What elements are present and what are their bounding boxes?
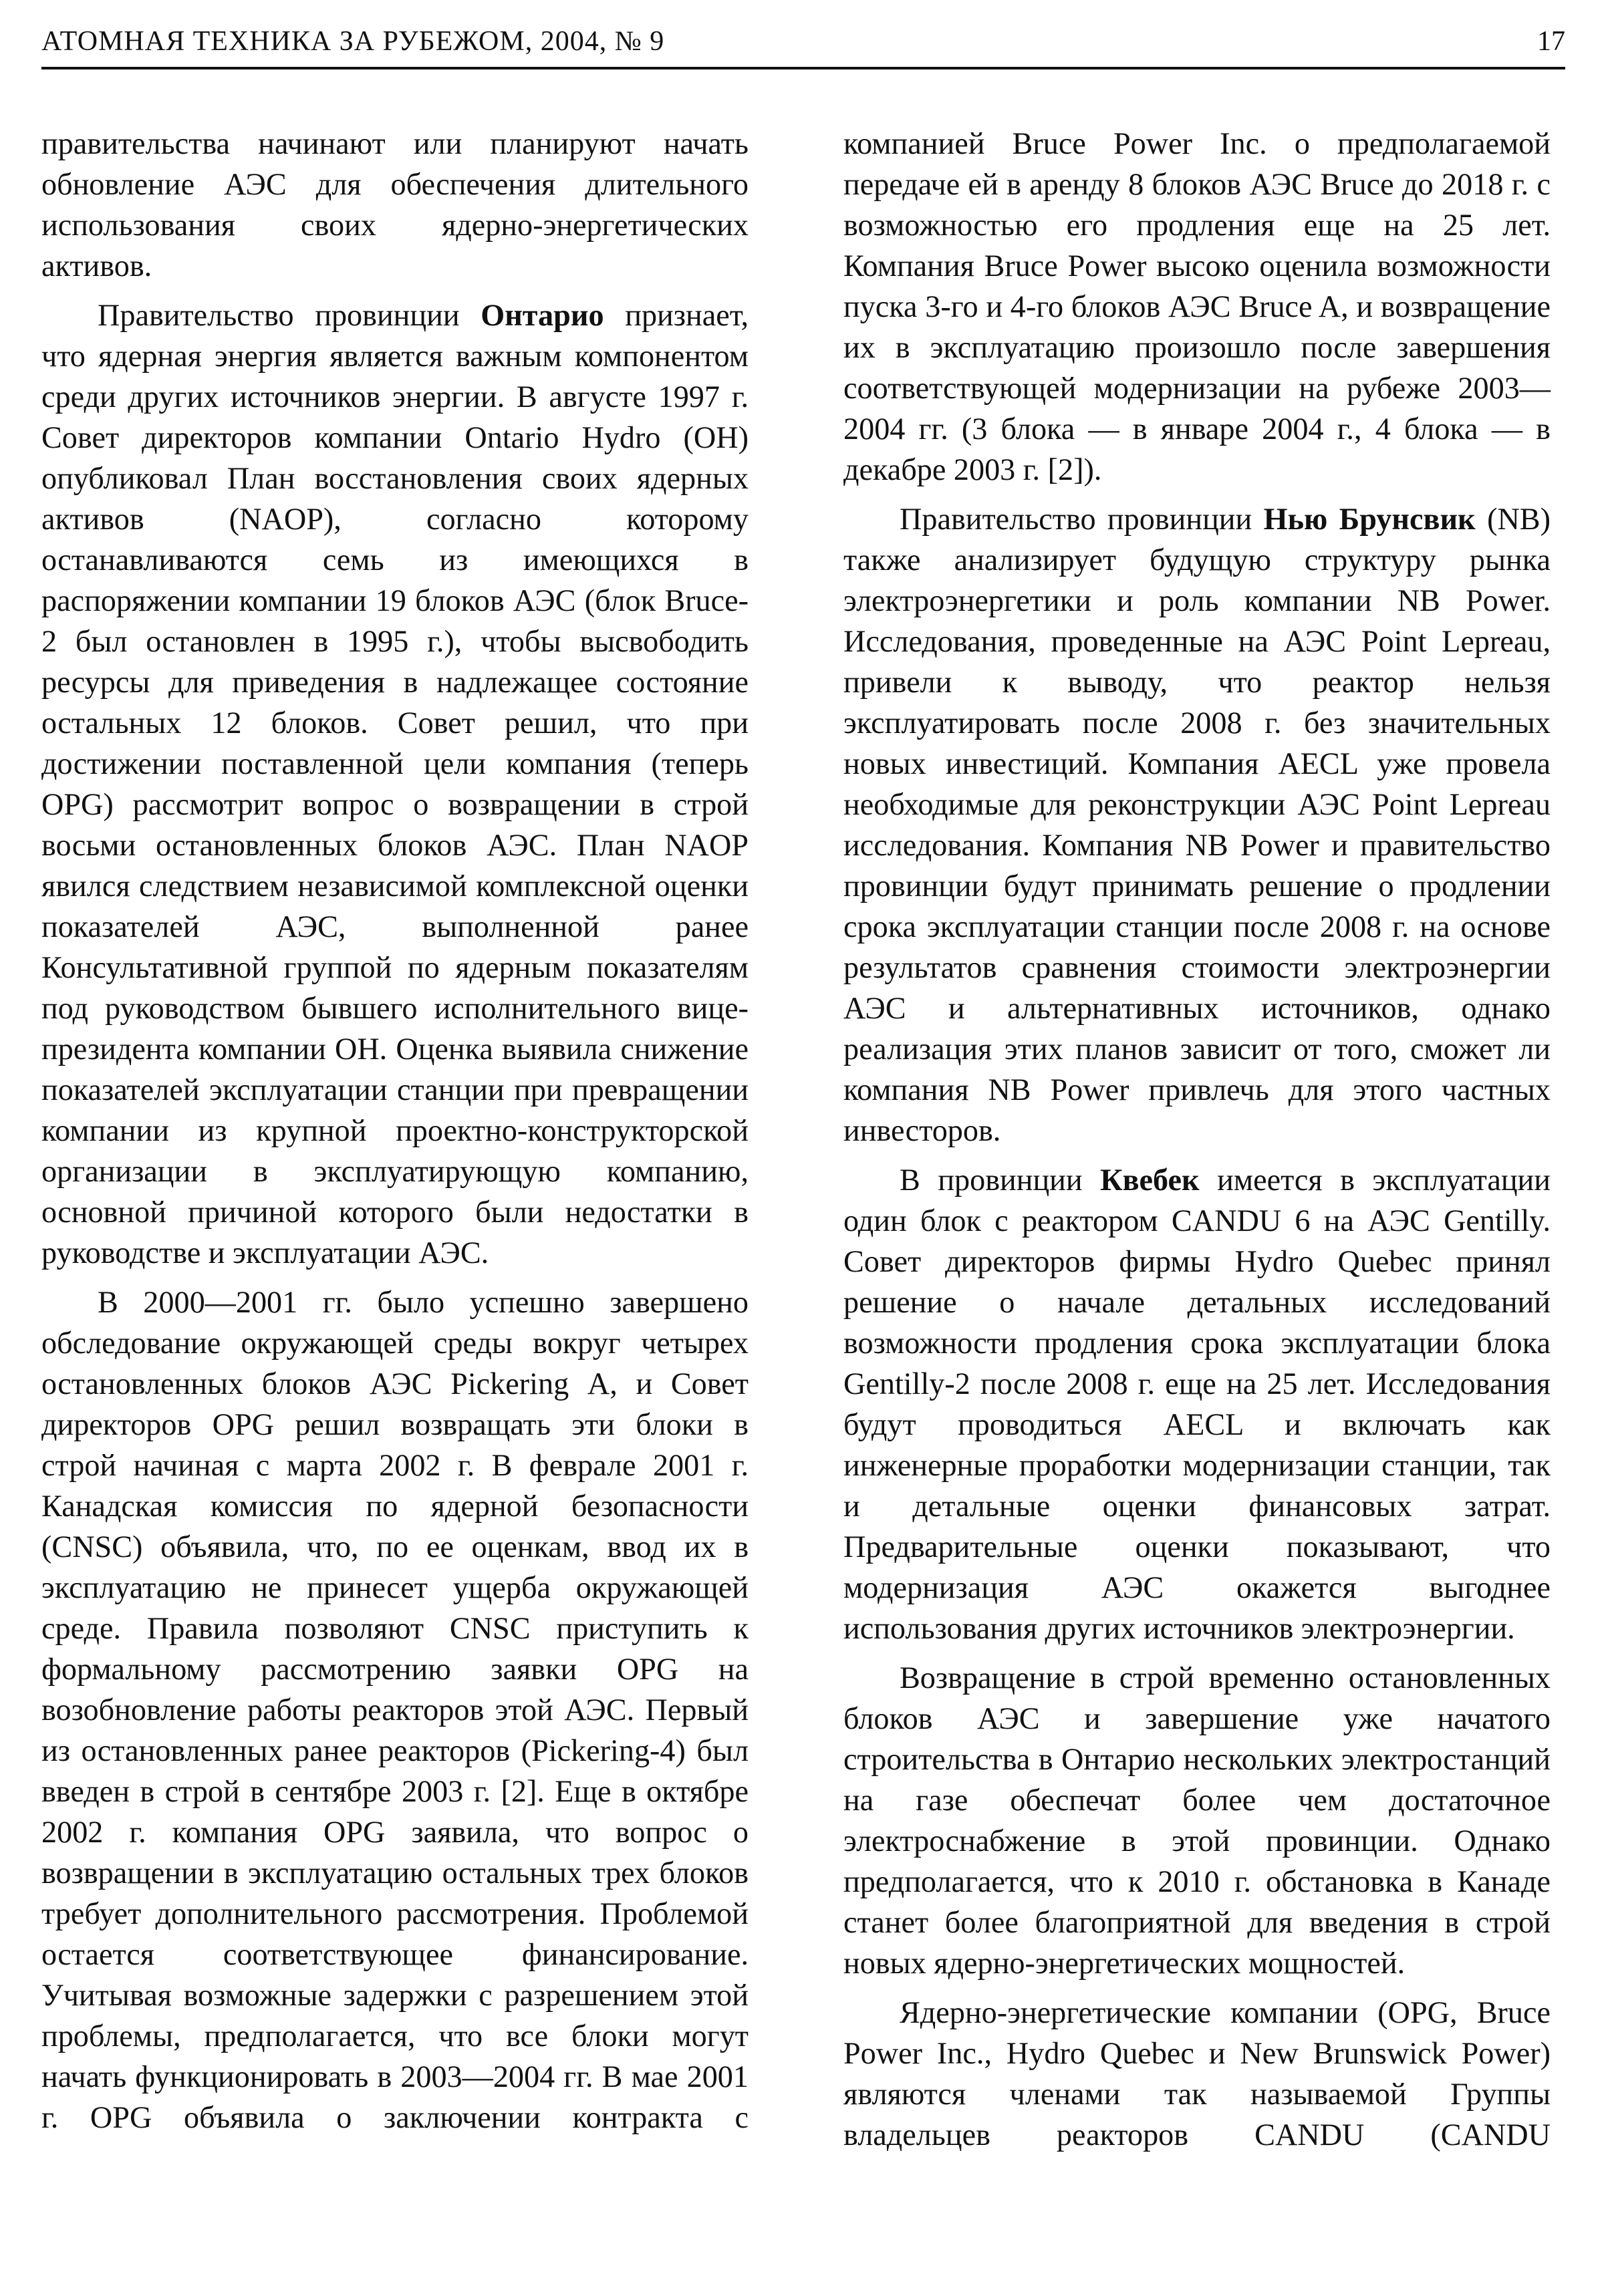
left-column	[41, 123, 749, 2138]
paragraph-quebec	[843, 1159, 1551, 1648]
paragraph: В 2000—2001 гг. было успешно завершено обследование окружающей среды вокруг четырех остановленных блоков АЭС Pickering А, и Совет директоров OPG решил возвращать эти блоки в строй начиная с марта 2002 г. В феврале 2001 г. Канадская комиссия по ядерной безопасности (CNSC) объявила, что, по ее оценкам, ввод их в эксплуатацию не принесет ущерба окружающей среде. Правила позволяют CNSC приступить к формальному рассмотрению заявки OPG на возобновление работы реакторов этой АЭС. Первый из остановленных ранее реакторов (Pickering-4) был введен в строй в сентябре 2003 г. [2]. Еще в октябре 2002 г. компания OPG заявила, что вопрос о возвращении в эксплуатацию остальных трех блоков требует дополнительного рассмотрения. Проблемой остается соответствующее финансирование. Учитывая возможные задержки с разрешением этой проблемы, предполагается, что все блоки могут начать функционировать в 2003—2004 гг. В мае 2001 г. OPG объявила о заключении контракта с	[41, 1285, 749, 2134]
paragraph-text: имеется в эксплуатации один блок с реактором CANDU 6 на АЭС Gentilly. Совет директоров фирмы Hydro Quebec принял решение о начале детальных исследований возможности продления срока эксплуатации блока Gentilly-2 после 2008 г. еще на 25 лет. Исследования будут проводиться AECL и включать как инженерные проработки модернизации станции, так и детальные оценки финансовых затрат. Предварительные оценки показывают, что модернизация АЭС окажется выгоднее использования других источников электроэнергии.	[843, 1163, 1551, 1645]
paragraph-text: Правительство провинции	[98, 298, 481, 332]
journal-title: АТОМНАЯ ТЕХНИКА ЗА РУБЕЖОМ, 2004, № 9	[41, 26, 665, 57]
paragraph-text: признает, что ядерная энергия является важным компонентом среди других источников энергии. В августе 1997 г. Совет директоров компании Ontario Hydro (ОН) опубликовал План восстановления своих ядерных активов (NAOP), согласно которому останавливаются семь из имеющихся в распоряжении компании 19 блоков АЭС (блок Bruce-2 был остановлен в 1995 г.), чтобы высвободить ресурсы для приведения в надлежащее состояние остальных 12 блоков. Совет решил, что при достижении поставленной цели компания (теперь OPG) рассмотрит вопрос о возвращении в строй восьми остановленных блоков АЭС. План NAOP явился следствием независимой комплексной оценки показателей АЭС, выполненной ранее Консультативной группой по ядерным показателям под руководством бывшего исполнительного вице-президента компании ОН. Оценка выявила снижение показателей эксплуатации станции при превращении компании из крупной проектно-конструкторской организации в эксплуатирующую компанию, основной причиной которого были недостатки в руководстве и эксплуатации АЭС.	[41, 298, 749, 1270]
province-ontario: Онтарио	[481, 298, 604, 332]
paragraph-ontario	[41, 295, 749, 1273]
province-quebec: Квебек	[1100, 1163, 1200, 1197]
province-new-brunswick: Нью Брунсвик	[1263, 502, 1476, 536]
paragraph: Возвращение в строй временно остановленных блоков АЭС и завершение уже начатого строительства в Онтарио нескольких электростанций на газе обеспечат более чем достаточное электроснабжение в этой провинции. Однако предполагается, что к 2010 г. обстановка в Канаде станет более благоприятной для введения в строй новых ядерно-энергетических мощностей.	[843, 1661, 1551, 1980]
paragraph: Ядерно-энергетические компании (OPG, Bruce Power Inc., Hydro Quebec и New Brunswick Power) являются членами так называемой Группы владельцев реакторов CANDU (CANDU	[843, 1995, 1551, 2152]
page-number: 17	[1537, 26, 1565, 57]
right-column	[843, 123, 1551, 2155]
running-header	[41, 20, 1565, 69]
paragraph-text: (NB) также анализирует будущую структуру рынка электроэнергетики и роль компании NB Power. Исследования, проведенные на АЭС Point Lepreau, привели к выводу, что реактор нельзя эксплуатировать после 2008 г. без значительных новых инвестиций. Компания AECL уже провела необходимые для реконструкции АЭС Point Lepreau исследования. Компания NB Power и правительство провинции будут принимать решение о продлении срока эксплуатации станции после 2008 г. на основе результатов сравнения стоимости электроэнергии АЭС и альтернативных источников, однако реализация этих планов зависит от того, сможет ли компания NB Power привлечь для этого частных инвесторов.	[843, 502, 1551, 1147]
paragraph-text: Правительство провинции	[900, 502, 1264, 536]
paragraph-text: В провинции	[900, 1163, 1101, 1197]
paragraph: правительства начинают или планируют начать обновление АЭС для обеспечения длительного использования своих ядерно-энергетических активов.	[41, 126, 749, 283]
paragraph-new-brunswick	[843, 498, 1551, 1151]
paragraph: компанией Bruce Power Inc. о предполагаемой передаче ей в аренду 8 блоков АЭС Bruce до 2018 г. с возможностью его продления еще на 25 лет. Компания Bruce Power высоко оценила возможности пуска 3-го и 4-го блоков АЭС Bruce A, и возвращение их в эксплуатацию произошло после завершения соответствующей модернизации на рубеже 2003—2004 гг. (3 блока — в январе 2004 г., 4 блока — в декабре 2003 г. [2]).	[843, 126, 1551, 486]
